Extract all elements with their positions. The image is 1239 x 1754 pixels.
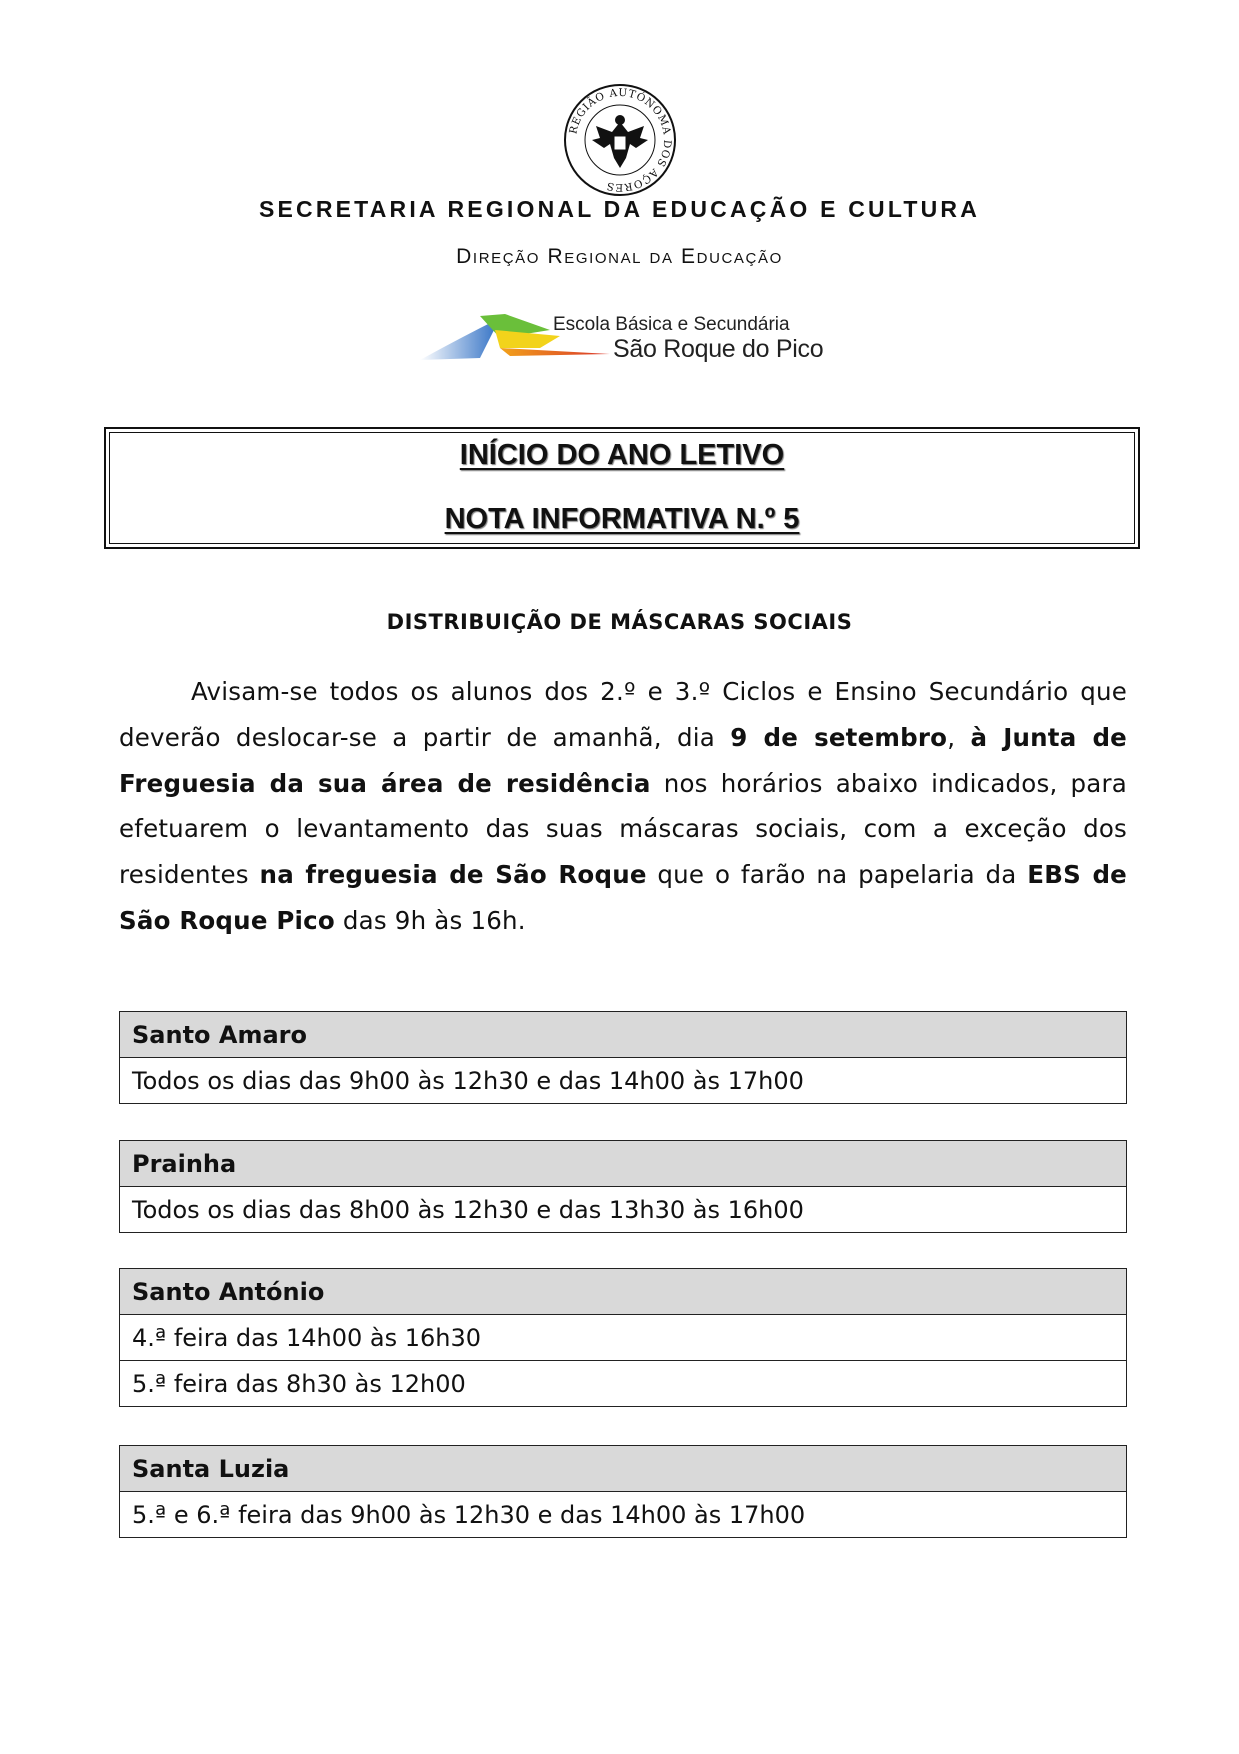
org-title: SECRETARIA REGIONAL DA EDUCAÇÃO E CULTURA bbox=[258, 196, 981, 222]
body-text-5: das 9h às 16h. bbox=[334, 905, 526, 935]
schedule-table-prainha bbox=[119, 1140, 1127, 1233]
section-heading: DISTRIBUIÇÃO DE MÁSCARAS SOCIAIS bbox=[386, 610, 853, 634]
school-name-line1: Escola Básica e Secundária bbox=[553, 314, 790, 335]
parish-name: Santa Luzia bbox=[120, 1446, 1127, 1492]
title-box bbox=[104, 427, 1140, 549]
body-bold-date: 9 de setembro bbox=[730, 722, 948, 752]
title-line-2: NOTA INFORMATIVA N.º 5 bbox=[444, 503, 800, 535]
schedule-time: 5.ª feira das 8h30 às 12h00 bbox=[120, 1361, 1127, 1407]
schedule-table-santo-amaro bbox=[119, 1011, 1127, 1104]
azores-seal-icon bbox=[562, 82, 678, 198]
org-subtitle: Direção Regional da Educação bbox=[456, 245, 783, 268]
body-text-3: nos horários abaixo indicados, para efetuarem o levantamento das suas máscaras sociais, com a exceção dos residentes bbox=[119, 768, 1128, 890]
school-name-line2: São Roque do Pico bbox=[613, 335, 824, 363]
svg-text:REGIÃO AUTÓNOMA DOS AÇORES: REGIÃO AUTÓNOMA DOS AÇORES bbox=[567, 86, 674, 194]
schedule-table-santa-luzia bbox=[119, 1445, 1127, 1538]
schedule-time: 4.ª feira das 14h00 às 16h30 bbox=[120, 1315, 1127, 1361]
body-bold-freguesia: na freguesia de São Roque bbox=[259, 860, 647, 890]
parish-name: Santo Amaro bbox=[120, 1012, 1127, 1058]
title-line-1: INÍCIO DO ANO LETIVO bbox=[459, 439, 785, 471]
parish-name: Prainha bbox=[120, 1141, 1127, 1187]
body-bold-ebs: EBS de São Roque Pico bbox=[119, 860, 1127, 935]
body-text-4: que o farão na papelaria da bbox=[646, 860, 1028, 890]
schedule-table-santo-antonio bbox=[119, 1268, 1127, 1407]
schedule-time: Todos os dias das 8h00 às 12h30 e das 13h30 às 16h00 bbox=[120, 1187, 1127, 1233]
body-paragraph bbox=[119, 669, 1127, 944]
body-text-1: Avisam-se todos os alunos dos 2.º e 3.º Ciclos e Ensino Secundário que deverão deslocar-se a partir de amanhã, dia bbox=[119, 677, 1127, 752]
body-text-2: , bbox=[947, 722, 971, 752]
body-bold-junta: à Junta de Freguesia da sua área de residência bbox=[119, 722, 1127, 798]
schedule-time: 5.ª e 6.ª feira das 9h00 às 12h30 e das 14h00 às 17h00 bbox=[120, 1492, 1127, 1538]
schedule-time: Todos os dias das 9h00 às 12h30 e das 14h00 às 17h00 bbox=[120, 1058, 1127, 1104]
parish-name: Santo António bbox=[120, 1269, 1127, 1315]
